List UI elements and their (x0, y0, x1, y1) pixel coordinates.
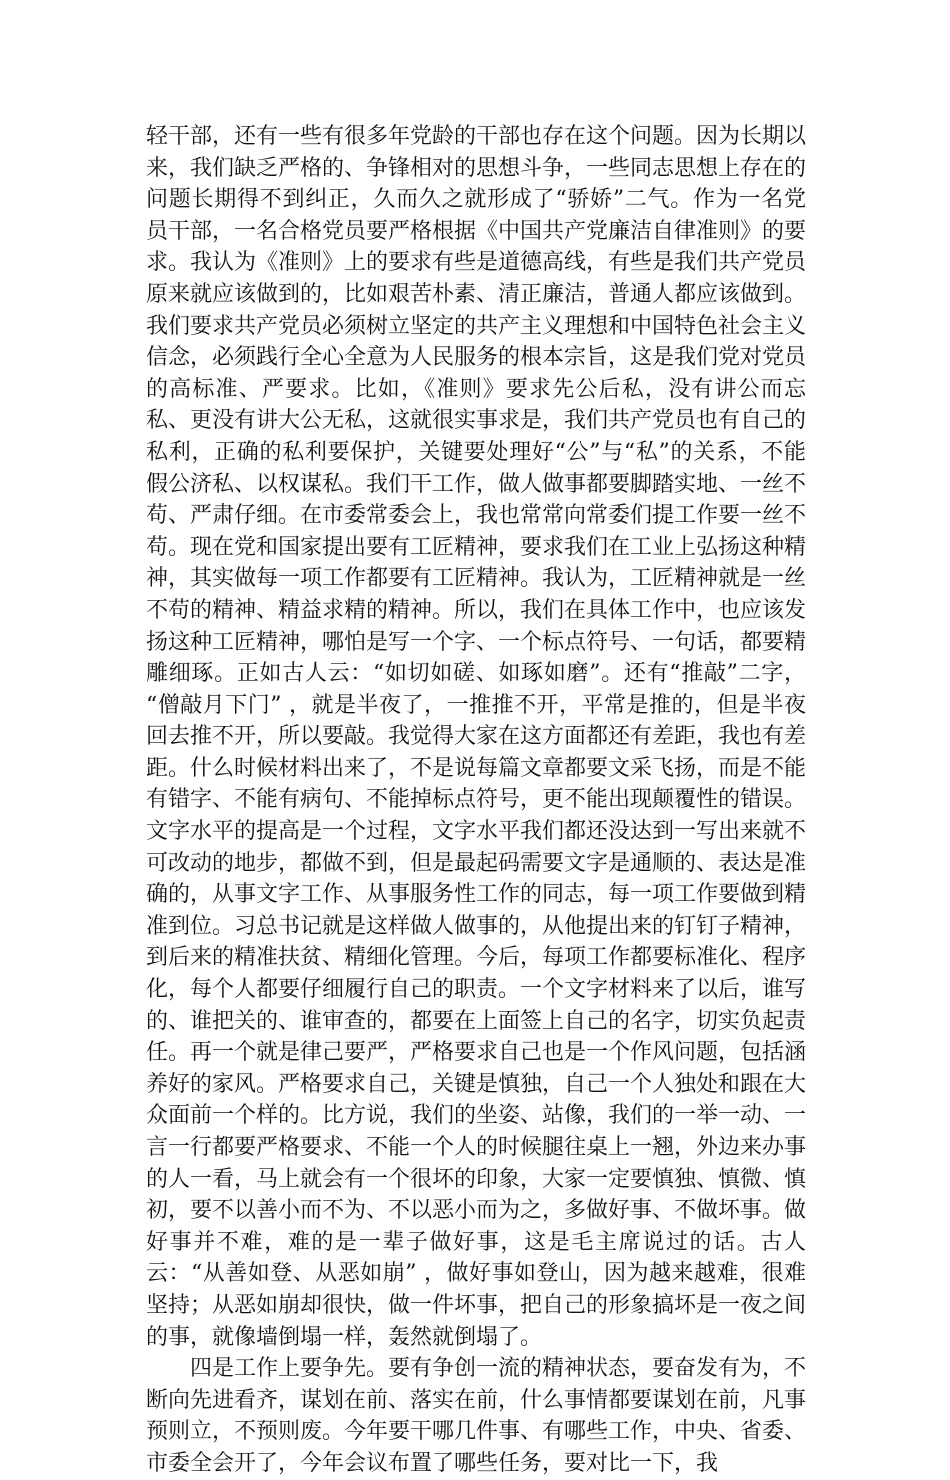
paragraph-1: 轻干部，还有一些有很多年党龄的干部也存在这个问题。因为长期以来，我们缺乏严格的、争锋相对的思想斗争，一些同志思想上存在的问题长期得不到纠正，久而久之就形成了“骄娇”二气。作为一名党员干部，一名合格党员要严格根据《中国共产党廉洁自律准则》的要求。我认为《准则》上的要求有些是道德高线，有些是我们共产党员原来就应该做到的，比如艰苦朴素、清正廉洁，普通人都应该做到。我们要求共产党员必须树立坚定的共产主义理想和中国特色社会主义信念，必须践行全心全意为人民服务的根本宗旨，这是我们党对党员的高标准、严要求。比如，《准则》要求先公后私，没有讲公而忘私、更没有讲大公无私，这就很实事求是，我们共产党员也有自己的私利，正确的私利要保护，关键要处理好“公”与“私”的关系，不能假公济私、以权谋私。我们干工作，做人做事都要脚踏实地、一丝不苟、严肃仔细。在市委常委会上，我也常常向常委们提工作要一丝不苟。现在党和国家提出要有工匠精神，要求我们在工业上弘扬这种精神，其实做每一项工作都要有工匠精神。我认为，工匠精神就是一丝不苟的精神、精益求精的精神。所以，我们在具体工作中，也应该发扬这种工匠精神，哪怕是写一个字、一个标点符号、一句话，都要精雕细琢。正如古人云：“如切如磋、如琢如磨”。还有“推敲”二字， “僧敲月下门” ，就是半夜了，一推推不开，平常是推的，但是半夜回去推不开，所以要敲。我觉得大家在这方面都还有差距，我也有差距。什么时候材料出来了，不是说每篇文章都要文采飞扬，而是不能有错字、不能有病句、不能掉标点符号，更不能出现颠覆性的错误。文字水平的提高是一个过程，文字水平我们都还没达到一写出来就不可改动的地步，都做不到，但是最起码需要文字是通顺的、表达是准确的，从事文字工作、从事服务性工作的同志，每一项工作要做到精准到位。习总书记就是这样做人做事的，从他提出来的钉钉子精神，到后来的精准扶贫、精细化管理。今后，每项工作都要标准化、程序化，每个人都要仔细履行自己的职责。一个文字材料来了以后，谁写的、谁把关的、谁审查的，都要在上面签上自己的名字，切实负起责任。再一个就是律己要严，严格要求自己也是一个作风问题，包括涵养好的家风。严格要求自己，关键是慎独，自己一个人独处和跟在大众面前一个样的。比方说，我们的坐姿、站像，我们的一举一动、一言一行都要严格要求、不能一个人的时候腿往桌上一翘，外边来办事的人一看，马上就会有一个很坏的印象，大家一定要慎独、慎微、慎初，要不以善小而不为、不以恶小而为之，多做好事、不做坏事。做好事并不难，难的是一辈子做好事，这是毛主席说过的话。古人云：“从善如登、从恶如崩” ，做好事如登山，因为越来越难，很难坚持；从恶如崩却很快，做一件坏事，把自己的形象搞坏是一夜之间的事，就像墙倒塌一样，轰然就倒塌了。 (146, 124, 807, 1350)
paragraph-2: 四是工作上要争先。要有争创一流的精神状态，要奋发有为，不断向先进看齐，谋划在前、落实在前，什么事情都要谋划在前，凡事预则立，不预则废。今年要干哪几件事、有哪些工作，中央、省委、市委全会开了，今年会议布置了哪些任务，要对比一下，我 (146, 1356, 807, 1476)
body-text (146, 121, 806, 1480)
